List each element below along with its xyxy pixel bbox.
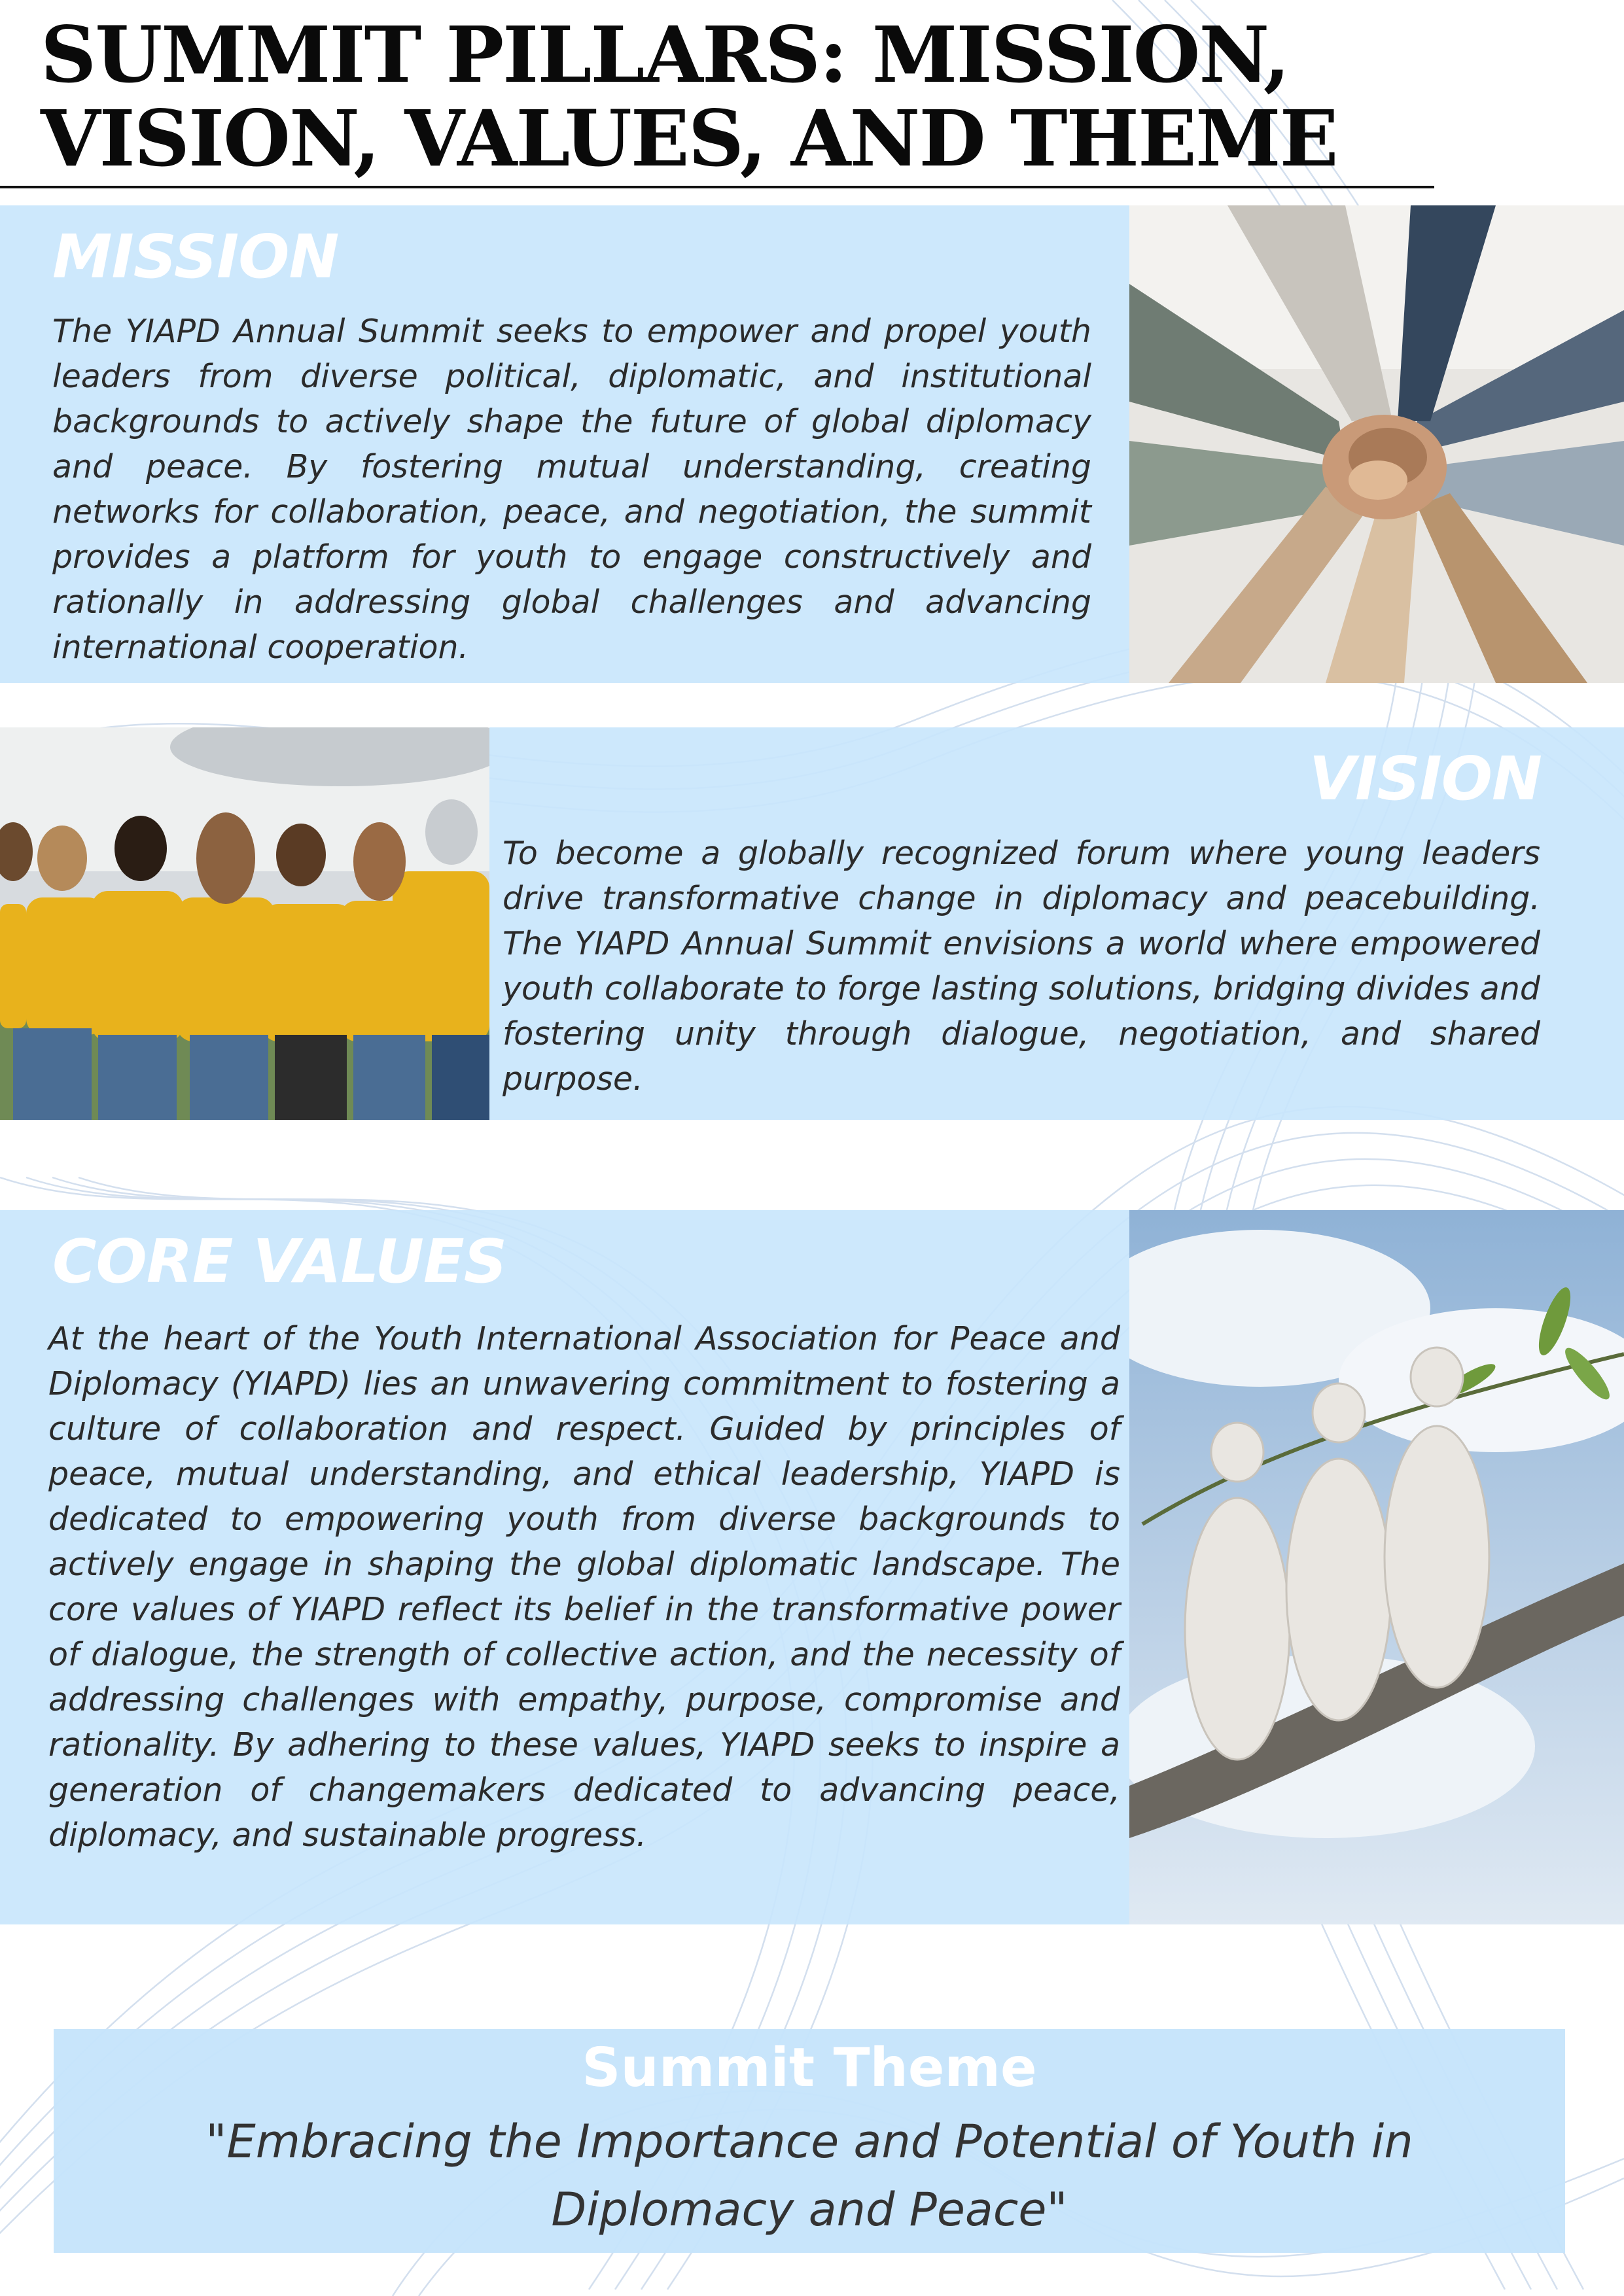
summit-theme-box [54, 2029, 1565, 2253]
vision-text: To become a globally recognized forum where young leaders drive transformative change in diplomacy and peacebuilding. The YIAPD Annual Summit envisions a world where empowered youth collaborate to forge lasting solutions, bridging divides and fostering unity through dialogue, negotiation, and shared purpose. [503, 835, 1540, 1098]
title-divider [0, 186, 1434, 188]
core-values-text: At the heart of the Youth International Association for Peace and Diplomacy (YIAPD) lies an unwavering commitment to fostering a culture of collaboration and respect. Guided by principles of peace, mutual understanding, and ethical leadership, YIAPD is dedicated to empowering youth from diverse backgrounds to actively engage in shaping the global diplomatic landscape. The core values of YIAPD reflect its belief in the transformative power of dialogue, the strength of collective action, and the necessity of addressing challenges with empathy, purpose, compromise and rationality. By adhering to these values, YIAPD seeks to inspire a generation of changemakers dedicated to advancing peace, diplomacy, and sustainable progress. [48, 1320, 1120, 1854]
three-doves-olive-branch-photo [1129, 1210, 1624, 1924]
page-title: SUMMIT PILLARS: MISSION, VISION, VALUES, AND THEME [41, 9, 1337, 184]
mission-text: The YIAPD Annual Summit seeks to empower and propel youth leaders from diverse political, diplomatic, and institutional backgrounds to actively shape the future of global diplomacy and peace. By fostering mutual understanding, creating networks for collaboration, peace, and negotiation, the summit provides a platform for youth to engage constructively and rationally in addressing global challenges and advancing international cooperation. [52, 313, 1091, 666]
stacked-hands-photo [1129, 205, 1624, 683]
summit-theme-heading: Summit Theme [582, 2037, 1037, 2099]
summit-theme-quote: "Embracing the Importance and Potential of Youth in Diplomacy and Peace" [205, 2115, 1413, 2236]
vision-heading: VISION [1309, 744, 1542, 814]
mission-heading: MISSION [52, 222, 339, 292]
youth-group-yellow-shirts-photo [0, 727, 489, 1120]
core-values-heading: CORE VALUES [52, 1226, 507, 1296]
